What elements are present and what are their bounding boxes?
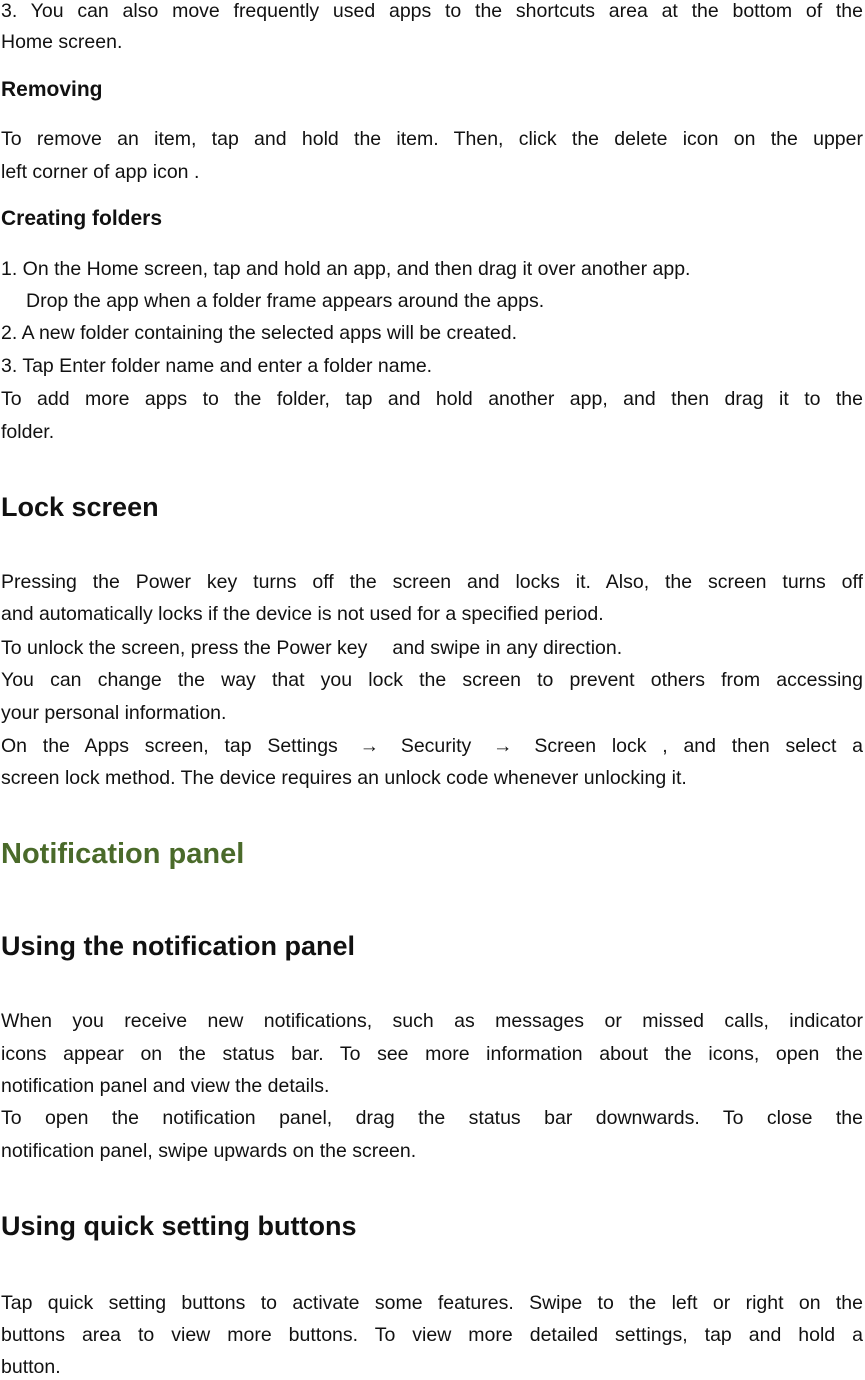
creating-folders-heading: Creating folders xyxy=(1,207,163,230)
lock-p4-prefix: On the Apps screen, tap Settings xyxy=(1,735,338,757)
arrow-right-icon: → xyxy=(493,735,513,757)
arrow-right-icon: → xyxy=(359,735,380,757)
lock-p4-line2: screen lock method. The device requires an unlock code whenever unlocking it. xyxy=(1,767,687,789)
notification-p1-line1: When you receive new notifications, such as messages or missed calls, indicator xyxy=(1,1010,863,1032)
folders-more-line2: folder. xyxy=(1,421,55,443)
lock-p3-line1: You can change the way that you lock the screen to prevent others from accessing xyxy=(1,669,863,691)
removing-heading: Removing xyxy=(1,78,103,101)
folders-more-line1: To add more apps to the folder, tap and hold another app, and then drag it to the xyxy=(1,388,863,410)
folders-step2: 2. A new folder containing the selected apps will be created. xyxy=(1,322,517,344)
notification-panel-section-heading: Notification panel xyxy=(1,838,245,870)
lock-p3-line2: your personal information. xyxy=(1,702,227,724)
removing-paragraph-line1: To remove an item, tap and hold the item. Then, click the delete icon on the upper xyxy=(1,128,863,150)
lock-p2 xyxy=(1,635,863,661)
lock-p2-part2: and swipe in any direction. xyxy=(392,637,623,659)
quick-p-line1: Tap quick setting buttons to activate some features. Swipe to the left or right on the xyxy=(1,1292,863,1314)
lock-p4-security: Security xyxy=(400,735,472,757)
quick-p-line2: buttons area to view more buttons. To view more detailed settings, tap and hold a xyxy=(1,1324,863,1346)
notification-p2-line2: notification panel, swipe upwards on the screen. xyxy=(1,1140,417,1162)
notification-p2-line1: To open the notification panel, drag the status bar downwards. To close the xyxy=(1,1107,863,1129)
lock-p2-part1: To unlock the screen, press the Power key xyxy=(1,637,368,659)
removing-paragraph-line2: left corner of app icon . xyxy=(1,161,200,183)
lock-p4-screen-lock: Screen lock , and then select a xyxy=(534,735,863,757)
quick-settings-heading: Using quick setting buttons xyxy=(1,1211,357,1241)
using-notification-panel-heading: Using the notification panel xyxy=(1,931,356,961)
notification-p1-line2: icons appear on the status bar. To see more information about the icons, open the xyxy=(1,1043,863,1065)
quick-p-line3: button. xyxy=(1,1356,61,1378)
shortcut-paragraph-line1: 3. You can also move frequently used apps to the shortcuts area at the bottom of the xyxy=(1,0,863,22)
folders-step1-line1: 1. On the Home screen, tap and hold an app, and then drag it over another app. xyxy=(1,258,691,280)
folders-step3: 3. Tap Enter folder name and enter a folder name. xyxy=(1,355,433,377)
shortcut-paragraph-line2: Home screen. xyxy=(1,31,123,53)
folders-step1-line2: Drop the app when a folder frame appears around the apps. xyxy=(26,290,545,312)
lock-screen-heading: Lock screen xyxy=(1,492,159,522)
lock-p1-line2: and automatically locks if the device is not used for a specified period. xyxy=(1,603,604,625)
lock-p1-line1: Pressing the Power key turns off the screen and locks it. Also, the screen turns off xyxy=(1,571,863,593)
notification-p1-line3: notification panel and view the details. xyxy=(1,1075,330,1097)
lock-p4-line1 xyxy=(1,733,863,759)
